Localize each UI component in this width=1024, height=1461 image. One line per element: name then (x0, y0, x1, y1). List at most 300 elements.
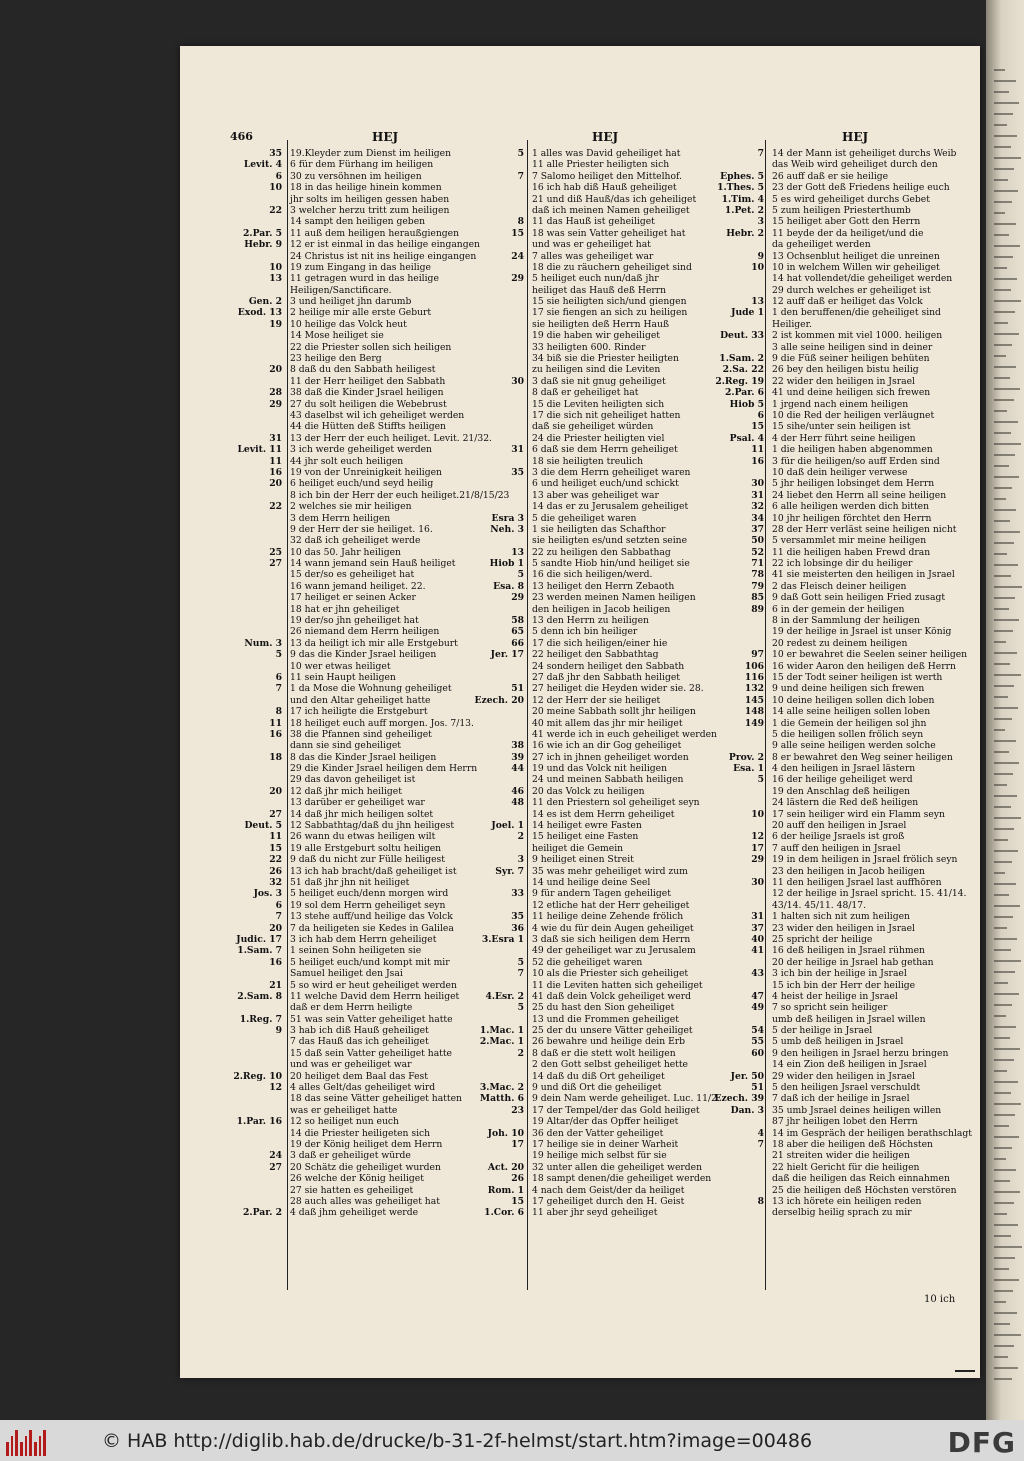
book-chapter-reference (470, 1116, 528, 1127)
concordance-entry (228, 171, 480, 182)
book-chapter-reference (470, 945, 528, 956)
verse-text: 3 ich werde geheiliget werden (290, 444, 432, 456)
verse-text: 7 Salomo heiliget den Mittelhof. (532, 170, 682, 182)
verse-text: 17 sie fiengen an sich zu heiligen (532, 307, 688, 319)
book-chapter-reference: 79 (751, 580, 764, 592)
verse-text: 6 für dem Fürhang im heiligen (290, 159, 434, 171)
book-chapter-reference (228, 251, 286, 262)
book-chapter-reference: 7 (757, 148, 764, 159)
concordance-entry (710, 205, 972, 216)
concordance-entry (228, 456, 480, 467)
book-chapter-reference: 51 (511, 683, 524, 695)
book-chapter-reference: 5 (517, 1002, 524, 1014)
concordance-entry (470, 387, 720, 398)
concordance-entry (228, 558, 480, 569)
source-url[interactable]: © HAB http://diglib.hab.de/drucke/b-31-2f-helmst/start.htm?image=00486 (102, 1429, 813, 1452)
book-chapter-reference (228, 376, 286, 387)
verse-text: 11 die heiligen haben Frewd dran (772, 546, 931, 558)
verse-text: 3 ich hab dem Herrn geheiliget (290, 933, 437, 945)
verse-text: 1 sie heiligten das Schafthor (532, 523, 666, 535)
verse-text: 9 für andern Tagen geheiliget (532, 888, 671, 900)
verse-text: 14 die Priester heiligeten sich (290, 1127, 431, 1139)
verse-text: 2 ist kommen mit viel 1000. heiligen (772, 330, 943, 342)
concordance-entry (470, 194, 720, 205)
book-chapter-reference: 18 (269, 751, 282, 763)
verse-text: 14 heiliget ewre Fasten (532, 820, 642, 832)
concordance-entry (710, 831, 972, 842)
verse-text: 36 den der Vatter geheiliget (532, 1127, 664, 1139)
book-chapter-reference: 58 (511, 615, 524, 627)
concordance-entry (470, 376, 720, 387)
concordance-entry (228, 877, 480, 888)
book-chapter-reference: 13 (511, 546, 524, 558)
book-chapter-reference: Ezech. 39 (714, 1093, 764, 1105)
column-heading-middle: HEJ (592, 130, 619, 144)
verse-text: 20 der heilige in Jsrael hab gethan (772, 956, 934, 968)
verse-text: 13 ich hörete ein heiligen reden (772, 1195, 922, 1207)
book-chapter-reference: Jer. 17 (490, 649, 524, 661)
concordance-entry (710, 535, 972, 546)
concordance-entry (228, 194, 480, 205)
concordance-entry (228, 695, 480, 706)
concordance-entry (710, 1162, 972, 1173)
verse-text: 12 Sabbathtag/daß du jhn heiligest (290, 820, 455, 832)
concordance-entry (228, 1128, 480, 1139)
book-chapter-reference: Hebr. 2 (726, 227, 764, 239)
concordance-entry (470, 809, 720, 820)
verse-text: 11 beyde der da heiliget/und die (772, 227, 924, 239)
concordance-entry (228, 888, 480, 899)
book-chapter-reference: 44 (511, 763, 524, 775)
book-chapter-reference (470, 1071, 528, 1082)
book-chapter-reference: Gen. 2 (248, 296, 282, 308)
verse-text: 18 heiliget euch auff morgen. Jos. 7/13. (290, 717, 474, 729)
verse-text: 11 heilige deine Zehende frölich (532, 911, 684, 923)
concordance-entry (470, 649, 720, 660)
concordance-entry (710, 273, 972, 284)
concordance-entry (710, 467, 972, 478)
concordance-entry (710, 820, 972, 831)
book-chapter-reference (470, 1150, 528, 1161)
verse-text: 8 er bewahret den Weg seiner heiligen (772, 751, 953, 763)
book-chapter-reference: Jos. 3 (253, 888, 282, 900)
verse-text: 2 das Fleisch deiner heiligen (772, 580, 907, 592)
concordance-entry (470, 740, 720, 751)
book-chapter-reference (710, 900, 768, 911)
verse-text: 7 auff den heiligen in Jsrael (772, 842, 901, 854)
verse-text: 19 alle Erstgeburt soltu heiligen (290, 842, 442, 854)
concordance-entry (228, 1048, 480, 1059)
verse-text: 17 sein heiliger wird ein Flamm seyn (772, 808, 945, 820)
book-chapter-reference: Syr. 7 (495, 865, 524, 877)
verse-text: 13 da heiligt ich mir alle Erstgeburt (290, 637, 458, 649)
verse-text: 14 und heilige deine Seel (532, 877, 651, 888)
concordance-entry (228, 1196, 480, 1207)
verse-text: 23 heilige den Berg (290, 353, 382, 365)
verse-text: 15 sie heiligten sich/und giengen (532, 296, 687, 308)
book-chapter-reference: 32 (751, 501, 764, 513)
concordance-entry (470, 569, 720, 580)
verse-text: jhr solts im heiligen gessen haben (290, 193, 450, 205)
verse-text: 13 Ochsenblut heiliget die unreinen (772, 250, 940, 262)
book-chapter-reference: 1.Pet. 2 (724, 204, 764, 216)
concordance-entry (470, 205, 720, 216)
book-chapter-reference (710, 888, 768, 899)
verse-text: 1 alles was David geheiliget hat (532, 148, 681, 159)
verse-text: 7 da heiligeten sie Kedes in Galilea (290, 922, 454, 934)
verse-text: 5 heiliget euch/denn morgen wird (290, 888, 449, 900)
concordance-entry (710, 285, 972, 296)
concordance-entry (470, 342, 720, 353)
concordance-entry (470, 626, 720, 637)
book-chapter-reference (470, 490, 528, 501)
concordance-entry (710, 877, 972, 888)
concordance-entry (228, 159, 480, 170)
verse-text: 28 auch alles was geheiliget hat (290, 1195, 440, 1207)
verse-text: 25 der du unsere Vätter geheiliget (532, 1025, 693, 1037)
verse-text: 29 durch welches er geheiliget ist (772, 284, 931, 296)
verse-text: 35 umb Jsrael deines heiligen willen (772, 1104, 942, 1116)
verse-text: 3 daß sie nit gnug geheiliget (532, 375, 666, 387)
verse-text: heiliget das Hauß deß Herrn (532, 284, 667, 296)
concordance-entry (710, 695, 972, 706)
book-chapter-reference: 27 (269, 1161, 282, 1173)
verse-text: 11 welche David dem Herrn heiliget (290, 990, 460, 1002)
book-chapter-reference: Hebr. 9 (244, 239, 282, 251)
concordance-entry (228, 501, 480, 512)
book-chapter-reference (228, 774, 286, 785)
concordance-entry (470, 888, 720, 899)
book-chapter-reference (228, 592, 286, 603)
concordance-entry (710, 456, 972, 467)
book-chapter-reference (228, 353, 286, 364)
concordance-entry (470, 1014, 720, 1025)
verse-text: 11 den heiligen Jsrael last auffhören (772, 877, 942, 888)
verse-text: 25 die heiligen deß Höchsten verstören (772, 1184, 957, 1196)
book-chapter-reference: 30 (751, 877, 764, 888)
concordance-entry (710, 615, 972, 626)
concordance-entry (228, 239, 480, 250)
verse-text: 3 die dem Herrn geheiliget waren (532, 466, 691, 478)
concordance-entry (470, 980, 720, 991)
concordance-entry (470, 1196, 720, 1207)
concordance-entry (228, 1071, 480, 1082)
concordance-entry (710, 911, 972, 922)
book-chapter-reference (710, 1207, 768, 1218)
book-chapter-reference: 22 (269, 854, 282, 866)
verse-text: 14 der Mann ist geheiliget durchs Weib (772, 148, 957, 159)
book-chapter-reference (710, 319, 768, 330)
book-chapter-reference: 51 (751, 1082, 764, 1094)
concordance-entry (228, 1059, 480, 1070)
concordance-entry (710, 604, 972, 615)
concordance-entry (710, 182, 972, 193)
book-chapter-reference (228, 763, 286, 774)
verse-text: 10 er bewahret die Seelen seiner heiligen (772, 649, 968, 661)
verse-text: 4 daß jhm geheiliget werde (290, 1207, 419, 1219)
verse-text: 15 ich bin der Herr der heilige (772, 979, 916, 991)
concordance-entry (228, 615, 480, 626)
verse-text: 17 die sich nit geheiliget hatten (532, 409, 681, 421)
verse-text: 5 die geheiliget waren (532, 512, 637, 524)
book-chapter-reference (470, 706, 528, 717)
concordance-entry (710, 490, 972, 501)
concordance-entry (710, 843, 972, 854)
concordance-entry (470, 934, 720, 945)
verse-text: 32 unter allen die geheiliget werden (532, 1161, 703, 1173)
concordance-entry (228, 432, 492, 444)
book-chapter-reference: 29 (751, 854, 764, 866)
concordance-entry (470, 581, 720, 592)
concordance-entry (470, 228, 720, 239)
concordance-entry (470, 251, 720, 262)
book-chapter-reference: 11 (269, 455, 282, 467)
book-chapter-reference: 132 (744, 683, 764, 695)
verse-text: 15 heiliget eine Fasten (532, 831, 639, 843)
concordance-entry (710, 1002, 972, 1013)
verse-text: 3 welcher herzu tritt zum heiligen (290, 204, 450, 216)
verse-text: 12 so heiliget nun euch (290, 1116, 399, 1128)
verse-text: 5 heiliget euch/und kompt mit mir (290, 956, 450, 968)
concordance-entry (710, 752, 972, 763)
verse-text: 20 auff den heiligen in Jsrael (772, 820, 907, 832)
verse-text: 19 der heilige in Jsrael ist unser König (772, 626, 952, 638)
concordance-entry (470, 1048, 720, 1059)
book-chapter-reference (470, 774, 528, 785)
book-chapter-reference (228, 1139, 286, 1150)
book-chapter-reference: 2 (517, 1047, 524, 1059)
book-chapter-reference: 32 (269, 877, 282, 888)
concordance-entry (228, 968, 480, 979)
verse-text: 10 wer etwas heiliget (290, 660, 391, 672)
book-chapter-reference: 1.Par. 16 (236, 1116, 282, 1128)
book-chapter-reference: 9 (757, 250, 764, 262)
concordance-entry (470, 957, 720, 968)
book-chapter-reference: 31 (511, 444, 524, 456)
book-chapter-reference: 7 (517, 170, 524, 182)
concordance-entry (710, 934, 972, 945)
verse-text: 9 daß du nicht zur Fülle heiligest (290, 854, 445, 866)
concordance-entry (470, 672, 720, 683)
book-chapter-reference: 60 (751, 1047, 764, 1059)
concordance-entry (228, 604, 480, 615)
book-chapter-reference: 16 (269, 956, 282, 968)
verse-text: 22 hielt Gericht für die heiligen (772, 1161, 920, 1173)
book-chapter-reference: Esra 3 (491, 512, 524, 524)
concordance-entry (470, 410, 720, 421)
concordance-entry (470, 763, 720, 774)
concordance-entry (470, 239, 720, 250)
book-chapter-reference (228, 285, 286, 296)
concordance-entry (710, 1036, 972, 1047)
concordance-entry (470, 1071, 720, 1082)
concordance-entry (470, 1105, 720, 1116)
verse-text: umb deß heiligen in Jsrael willen (772, 1013, 926, 1025)
verse-text: 1 da Mose die Wohnung geheiliget (290, 683, 452, 695)
concordance-entry (228, 934, 480, 945)
verse-text: 13 stehe auff/und heilige das Volck (290, 911, 453, 923)
concordance-entry (228, 1185, 480, 1196)
book-chapter-reference: 35 (269, 148, 282, 159)
concordance-entry (710, 626, 972, 637)
concordance-entry (710, 1059, 972, 1070)
verse-text: 87 jhr heiligen lobet den Herrn (772, 1116, 918, 1128)
concordance-entry (470, 1150, 720, 1161)
book-chapter-reference: 89 (751, 603, 764, 615)
verse-text: 24 Christus ist nit ins heilige eingangen (290, 250, 477, 262)
verse-text: 30 zu versöhnen im heiligen (290, 170, 422, 182)
book-chapter-reference: 1.Mac. 1 (479, 1025, 524, 1037)
verse-text: 23 den heiligen in Jacob heiligen (772, 865, 925, 877)
concordance-entry (228, 1139, 480, 1150)
concordance-entry (470, 1173, 720, 1184)
verse-text: 10 das 50. Jahr heiligen (290, 546, 401, 558)
verse-text: derselbig heilig sprach zu mir (772, 1207, 912, 1219)
concordance-entry (470, 1185, 720, 1196)
concordance-entry (710, 1093, 972, 1104)
verse-text: 5 umb deß heiligen in Jsrael (772, 1036, 904, 1048)
book-chapter-reference: Esa. 8 (493, 580, 524, 592)
verse-text: 27 ich in jhnen geheiliget worden (532, 751, 689, 763)
concordance-entry (228, 1207, 480, 1218)
book-chapter-reference: 17 (751, 842, 764, 854)
verse-text: 14 sampt den heiligen geben (290, 216, 426, 228)
concordance-entry (470, 945, 720, 956)
book-chapter-reference: 10 (751, 808, 764, 820)
verse-text: 5 versammlet mir meine heiligen (772, 535, 927, 547)
book-chapter-reference (710, 1185, 768, 1196)
concordance-entry (710, 1139, 972, 1150)
book-chapter-reference (470, 718, 528, 729)
concordance-entry (710, 866, 972, 877)
verse-text: 26 bewahre und heilige dein Erb (532, 1036, 686, 1048)
concordance-entry (710, 649, 972, 660)
verse-text: 34 biß sie die Priester heiligten (532, 353, 679, 365)
book-chapter-reference (710, 980, 768, 991)
verse-text: 5 der heilige in Jsrael (772, 1025, 873, 1037)
verse-text: Heiliger. (772, 318, 812, 330)
concordance-entry (470, 353, 720, 364)
verse-text: 11 getragen wurd in das heilige (290, 273, 439, 285)
book-chapter-reference: 20 (269, 785, 282, 797)
book-chapter-reference (228, 524, 286, 535)
book-chapter-reference: Esa. 1 (733, 763, 764, 775)
book-chapter-reference: 145 (744, 694, 764, 706)
verse-text: 1 halten sich nit zum heiligen (772, 911, 910, 923)
book-chapter-reference (228, 569, 286, 580)
verse-text: 3 daß er geheiliget würde (290, 1150, 411, 1162)
verse-text: 17 heilige sie in deiner Warheit (532, 1138, 679, 1150)
concordance-entry (228, 353, 480, 364)
verse-text: 52 die geheiliget waren (532, 956, 643, 968)
verse-text: 17 geheiliget durch den H. Geist (532, 1195, 685, 1207)
verse-text: 16 wider Aaron den heiligen deß Herrn (772, 660, 956, 672)
book-chapter-reference: 2.Par. 5 (243, 227, 282, 239)
concordance-entry (470, 1207, 720, 1218)
concordance-entry (470, 319, 720, 330)
verse-text: 38 die Pfannen sind geheiliget (290, 728, 432, 740)
concordance-entry (710, 1071, 972, 1082)
concordance-entry (470, 683, 720, 694)
verse-text: das Weib wird geheiliget durch den (772, 159, 938, 171)
verse-text: 14 daß jhr mich heiligen soltet (290, 808, 434, 820)
verse-text: 11 die Leviten hatten sich geheiliget (532, 979, 703, 991)
verse-text: 27 du solt heiligen die Webebrust (290, 398, 447, 410)
concordance-entry (710, 558, 972, 569)
book-chapter-reference: 3 (517, 854, 524, 866)
verse-text: 6 alle heiligen werden dich bitten (772, 501, 930, 513)
concordance-entry (470, 718, 720, 729)
verse-text: 16 deß heiligen in Jsrael rühmen (772, 945, 925, 957)
verse-text: 35 was mehr geheiliget wird zum (532, 865, 688, 877)
concordance-entry (470, 706, 720, 717)
concordance-entry (710, 262, 972, 273)
book-chapter-reference: 15 (751, 421, 764, 433)
book-chapter-reference (470, 877, 528, 888)
concordance-entry (470, 490, 720, 501)
verse-text: 43 daselbst wil ich geheiliget werden (290, 409, 465, 421)
book-chapter-reference: Jer. 50 (730, 1070, 764, 1082)
verse-text: 11 auß dem heiligen heraußgiengen (290, 227, 460, 239)
concordance-entry (470, 216, 720, 227)
verse-text: 9 und deine heiligen sich frewen (772, 683, 925, 695)
verse-text: und was er geheiliget hat (532, 239, 651, 251)
verse-text: 16 ich hab diß Hauß geheiliget (532, 182, 677, 194)
verse-text: 6 in der gemein der heiligen (772, 603, 905, 615)
concordance-entry (710, 945, 972, 956)
concordance-entry (470, 1036, 720, 1047)
concordance-entry (710, 763, 972, 774)
book-chapter-reference: 5 (757, 774, 764, 786)
verse-text: 19 der/so jhn geheiliget hat (290, 615, 419, 627)
book-chapter-reference: 26 (269, 865, 282, 877)
column-heading-right: HEJ (842, 130, 869, 144)
verse-text: 19 den Anschlag deß heiligen (772, 785, 911, 797)
verse-text: 27 sie hatten es geheiliget (290, 1184, 414, 1196)
book-chapter-reference: 15 (269, 842, 282, 854)
book-chapter-reference (470, 262, 528, 273)
verse-text: 19 zum Eingang in das heilige (290, 261, 431, 273)
book-chapter-reference (710, 1173, 768, 1184)
book-chapter-reference (228, 1173, 286, 1184)
concordance-entry (228, 957, 480, 968)
verse-text: 29 wider den heiligen in Jsrael (772, 1070, 915, 1082)
concordance-entry (710, 148, 972, 159)
concordance-entry (228, 535, 480, 546)
verse-text: 20 das Volck zu heiligen (532, 785, 645, 797)
verse-text: 11 aber jhr seyd geheiliget (532, 1207, 658, 1219)
verse-text: 2 welches sie mir heiligen (290, 501, 412, 513)
verse-text: 26 niemand dem Herrn heiligen (290, 626, 440, 638)
viewer-footer (0, 1420, 1024, 1461)
concordance-entry (470, 1139, 720, 1150)
verse-text: und den Altar geheiliget hatte (290, 694, 431, 706)
concordance-entry (228, 569, 480, 580)
concordance-entry (228, 809, 480, 820)
book-chapter-reference (228, 1059, 286, 1070)
book-chapter-reference (470, 980, 528, 991)
concordance-entry (710, 524, 972, 535)
concordance-entry (470, 307, 720, 318)
verse-text: 20 Schätz die geheiliget wurden (290, 1161, 441, 1173)
book-chapter-reference: 7 (275, 683, 282, 695)
concordance-entry (470, 774, 720, 785)
book-chapter-reference: 50 (751, 535, 764, 547)
verse-text: 12 der heilige in Jsrael spricht. 15. 41/14. (772, 888, 967, 900)
concordance-entry (470, 604, 720, 615)
book-chapter-reference: 2.Par. 2 (243, 1207, 282, 1219)
book-chapter-reference: 36 (511, 922, 524, 934)
